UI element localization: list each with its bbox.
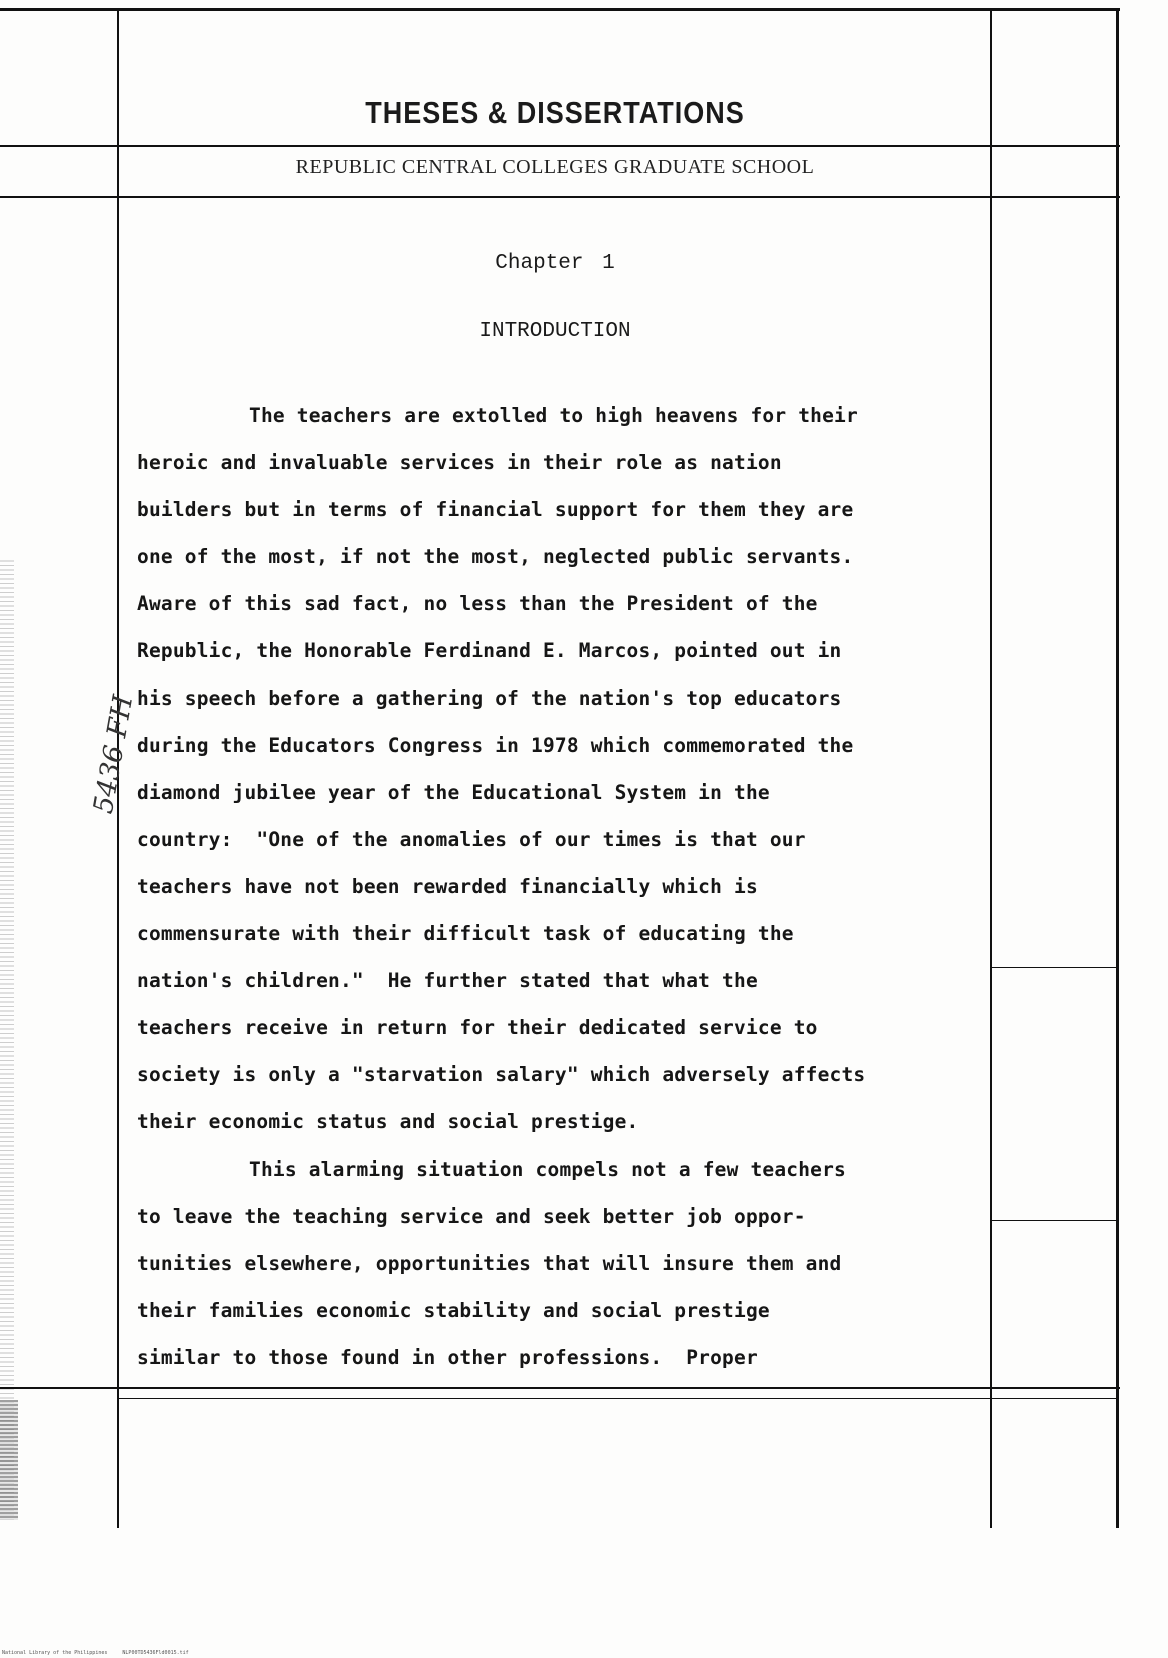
text-line: to leave the teaching service and seek better job oppor- bbox=[137, 1204, 806, 1228]
text-line: The teachers are extolled to high heavens for their bbox=[249, 404, 858, 427]
frame-right-divider-1 bbox=[990, 967, 1118, 968]
text-line: similar to those found in other professions. Proper bbox=[137, 1345, 758, 1369]
frame-right-divider-2 bbox=[990, 1220, 1118, 1221]
text-line: nation's children." He further stated that what the bbox=[137, 969, 758, 993]
text-line: builders but in terms of financial support for them they are bbox=[137, 498, 854, 522]
paragraph-1 bbox=[137, 392, 997, 1146]
text-line: teachers have not been rewarded financially which is bbox=[137, 874, 758, 898]
text-line: commensurate with their difficult task of educating the bbox=[137, 922, 794, 946]
text-line: diamond jubilee year of the Educational System in the bbox=[137, 780, 770, 804]
text-line: country: "One of the anomalies of our times is that our bbox=[137, 827, 806, 851]
text-line: Aware of this sad fact, no less than the President of the bbox=[137, 592, 818, 616]
text-line: his speech before a gathering of the nation's top educators bbox=[137, 686, 842, 710]
theses-dissertations-stamp: THESES & DISSERTATIONS bbox=[365, 96, 745, 130]
text-line: teachers receive in return for their dedicated service to bbox=[137, 1016, 818, 1040]
frame-outer-right-line bbox=[1116, 8, 1119, 1528]
scan-edge-noise bbox=[0, 560, 14, 1520]
text-line: their economic status and social prestige. bbox=[137, 1110, 639, 1134]
text-line: society is only a "starvation salary" which adversely affects bbox=[137, 1063, 866, 1087]
frame-header-line-2 bbox=[0, 196, 1120, 198]
frame-header-line-1 bbox=[0, 145, 1120, 147]
chapter-label: Chapter 1 bbox=[495, 252, 615, 275]
text-line: heroic and invaluable services in their role as nation bbox=[137, 451, 782, 475]
frame-top-line bbox=[0, 8, 1120, 11]
paragraph-2 bbox=[137, 1146, 997, 1381]
scan-footer-caption: National Library of the Philippines NLP00TD5436Fld0015.tif bbox=[2, 1650, 189, 1656]
school-name: REPUBLIC CENTRAL COLLEGES GRADUATE SCHOOL bbox=[295, 156, 815, 178]
chapter-title: INTRODUCTION bbox=[479, 320, 631, 343]
handwritten-accession-note: 5436 FH bbox=[87, 692, 140, 816]
text-line: This alarming situation compels not a few teachers bbox=[249, 1157, 846, 1181]
text-line: their families economic stability and social prestige bbox=[137, 1298, 770, 1322]
text-line: one of the most, if not the most, neglected public servants. bbox=[137, 545, 854, 569]
frame-footer-line-1 bbox=[0, 1387, 1120, 1389]
text-line: tunities elsewhere, opportunities that will insure them and bbox=[137, 1251, 842, 1275]
text-line: during the Educators Congress in 1978 which commemorated the bbox=[137, 733, 854, 757]
body-text bbox=[137, 392, 997, 1381]
scan-edge-noise-dark bbox=[0, 1400, 18, 1520]
frame-footer-line-2 bbox=[117, 1398, 1117, 1399]
text-line: Republic, the Honorable Ferdinand E. Marcos, pointed out in bbox=[137, 639, 842, 663]
